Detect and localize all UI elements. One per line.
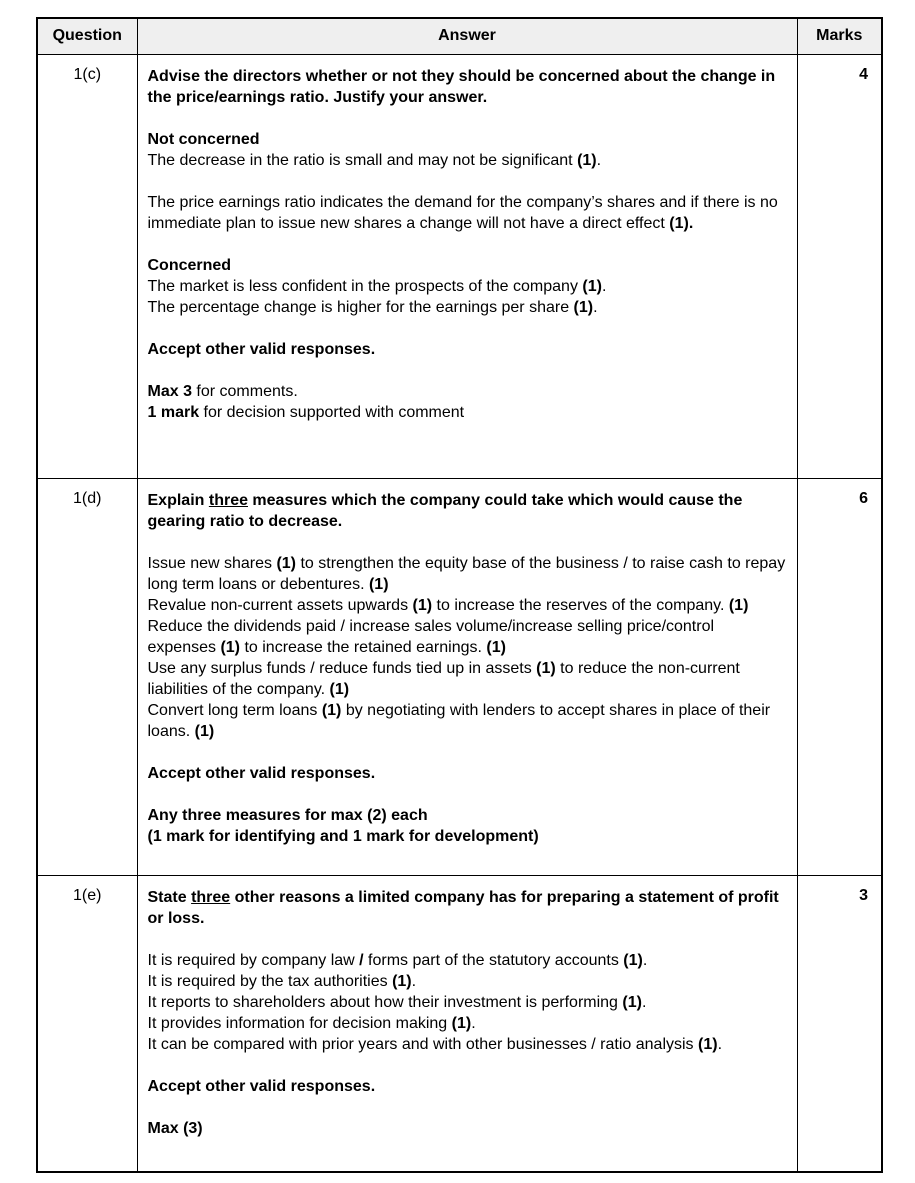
answer-paragraph: It reports to shareholders about how their investment is performing (1). [147, 993, 647, 1011]
header-row [37, 18, 882, 54]
table-row [37, 54, 882, 478]
question-number: 1(d) [37, 478, 137, 875]
marks-value: 4 [797, 54, 882, 478]
answer-cell [137, 875, 797, 1172]
blank-line [148, 532, 787, 553]
answer-cell [137, 54, 797, 478]
blank-line [148, 1055, 787, 1076]
answer-paragraph: It can be compared with prior years and with other businesses / ratio analysis (1). [147, 1035, 723, 1053]
blank-line [148, 318, 787, 339]
blank-line [148, 171, 787, 192]
mark-scheme-table [36, 17, 883, 1173]
answer-paragraph: Advise the directors whether or not they should be concerned about the change in the price/earnings ratio. Justify your answer. [147, 67, 776, 106]
answer-paragraph: State three other reasons a limited company has for preparing a statement of profit or loss. [147, 888, 779, 927]
answer-paragraph: Any three measures for max (2) each [147, 806, 428, 824]
marks-column-header: Marks [797, 18, 882, 54]
blank-line [148, 784, 787, 805]
marks-value: 6 [797, 478, 882, 875]
answer-paragraph: Convert long term loans (1) by negotiating with lenders to accept shares in place of their loans. (1) [147, 701, 771, 740]
answer-paragraph: Use any surplus funds / reduce funds tied up in assets (1) to reduce the non-current liabilities of the company. (1) [147, 659, 740, 698]
answer-paragraph: Max 3 for comments. [147, 382, 298, 400]
blank-line [148, 929, 787, 950]
table-row [37, 478, 882, 875]
blank-line [148, 108, 787, 129]
answer-paragraph: Accept other valid responses. [147, 340, 376, 358]
table-row [37, 875, 882, 1172]
answer-paragraph: It provides information for decision making (1). [147, 1014, 476, 1032]
blank-line [148, 1097, 787, 1118]
question-column-header: Question [37, 18, 137, 54]
answer-paragraph: Reduce the dividends paid / increase sales volume/increase selling price/control expenses (1) to increase the retained earnings. (1) [147, 617, 715, 656]
marks-value: 3 [797, 875, 882, 1172]
answer-paragraph: The market is less confident in the prospects of the company (1). [147, 277, 607, 295]
blank-line [148, 360, 787, 381]
answer-paragraph: The percentage change is higher for the earnings per share (1). [147, 298, 598, 316]
answer-paragraph: Concerned [147, 256, 232, 274]
answer-paragraph: Issue new shares (1) to strengthen the equity base of the business / to raise cash to repay long term loans or debentures. (1) [147, 554, 786, 593]
answer-paragraph: Explain three measures which the company could take which would cause the gearing ratio to decrease. [147, 491, 743, 530]
answer-paragraph: Accept other valid responses. [147, 1077, 376, 1095]
blank-line [148, 742, 787, 763]
answer-column-header: Answer [137, 18, 797, 54]
question-number: 1(c) [37, 54, 137, 478]
answer-paragraph: Accept other valid responses. [147, 764, 376, 782]
blank-line [148, 234, 787, 255]
answer-paragraph: It is required by company law / forms part of the statutory accounts (1). [147, 951, 648, 969]
answer-paragraph: Max (3) [147, 1119, 203, 1137]
answer-paragraph: Revalue non-current assets upwards (1) to increase the reserves of the company. (1) [147, 596, 749, 614]
answer-paragraph: Not concerned [147, 130, 260, 148]
answer-paragraph: 1 mark for decision supported with comment [147, 403, 465, 421]
answer-paragraph: (1 mark for identifying and 1 mark for development) [147, 827, 539, 845]
table-body [37, 54, 882, 1172]
question-number: 1(e) [37, 875, 137, 1172]
answer-cell [137, 478, 797, 875]
answer-paragraph: The price earnings ratio indicates the demand for the company’s shares and if there is no immediate plan to issue new shares a change will not have a direct effect (1). [147, 193, 778, 232]
answer-paragraph: It is required by the tax authorities (1). [147, 972, 417, 990]
answer-paragraph: The decrease in the ratio is small and may not be significant (1). [147, 151, 602, 169]
